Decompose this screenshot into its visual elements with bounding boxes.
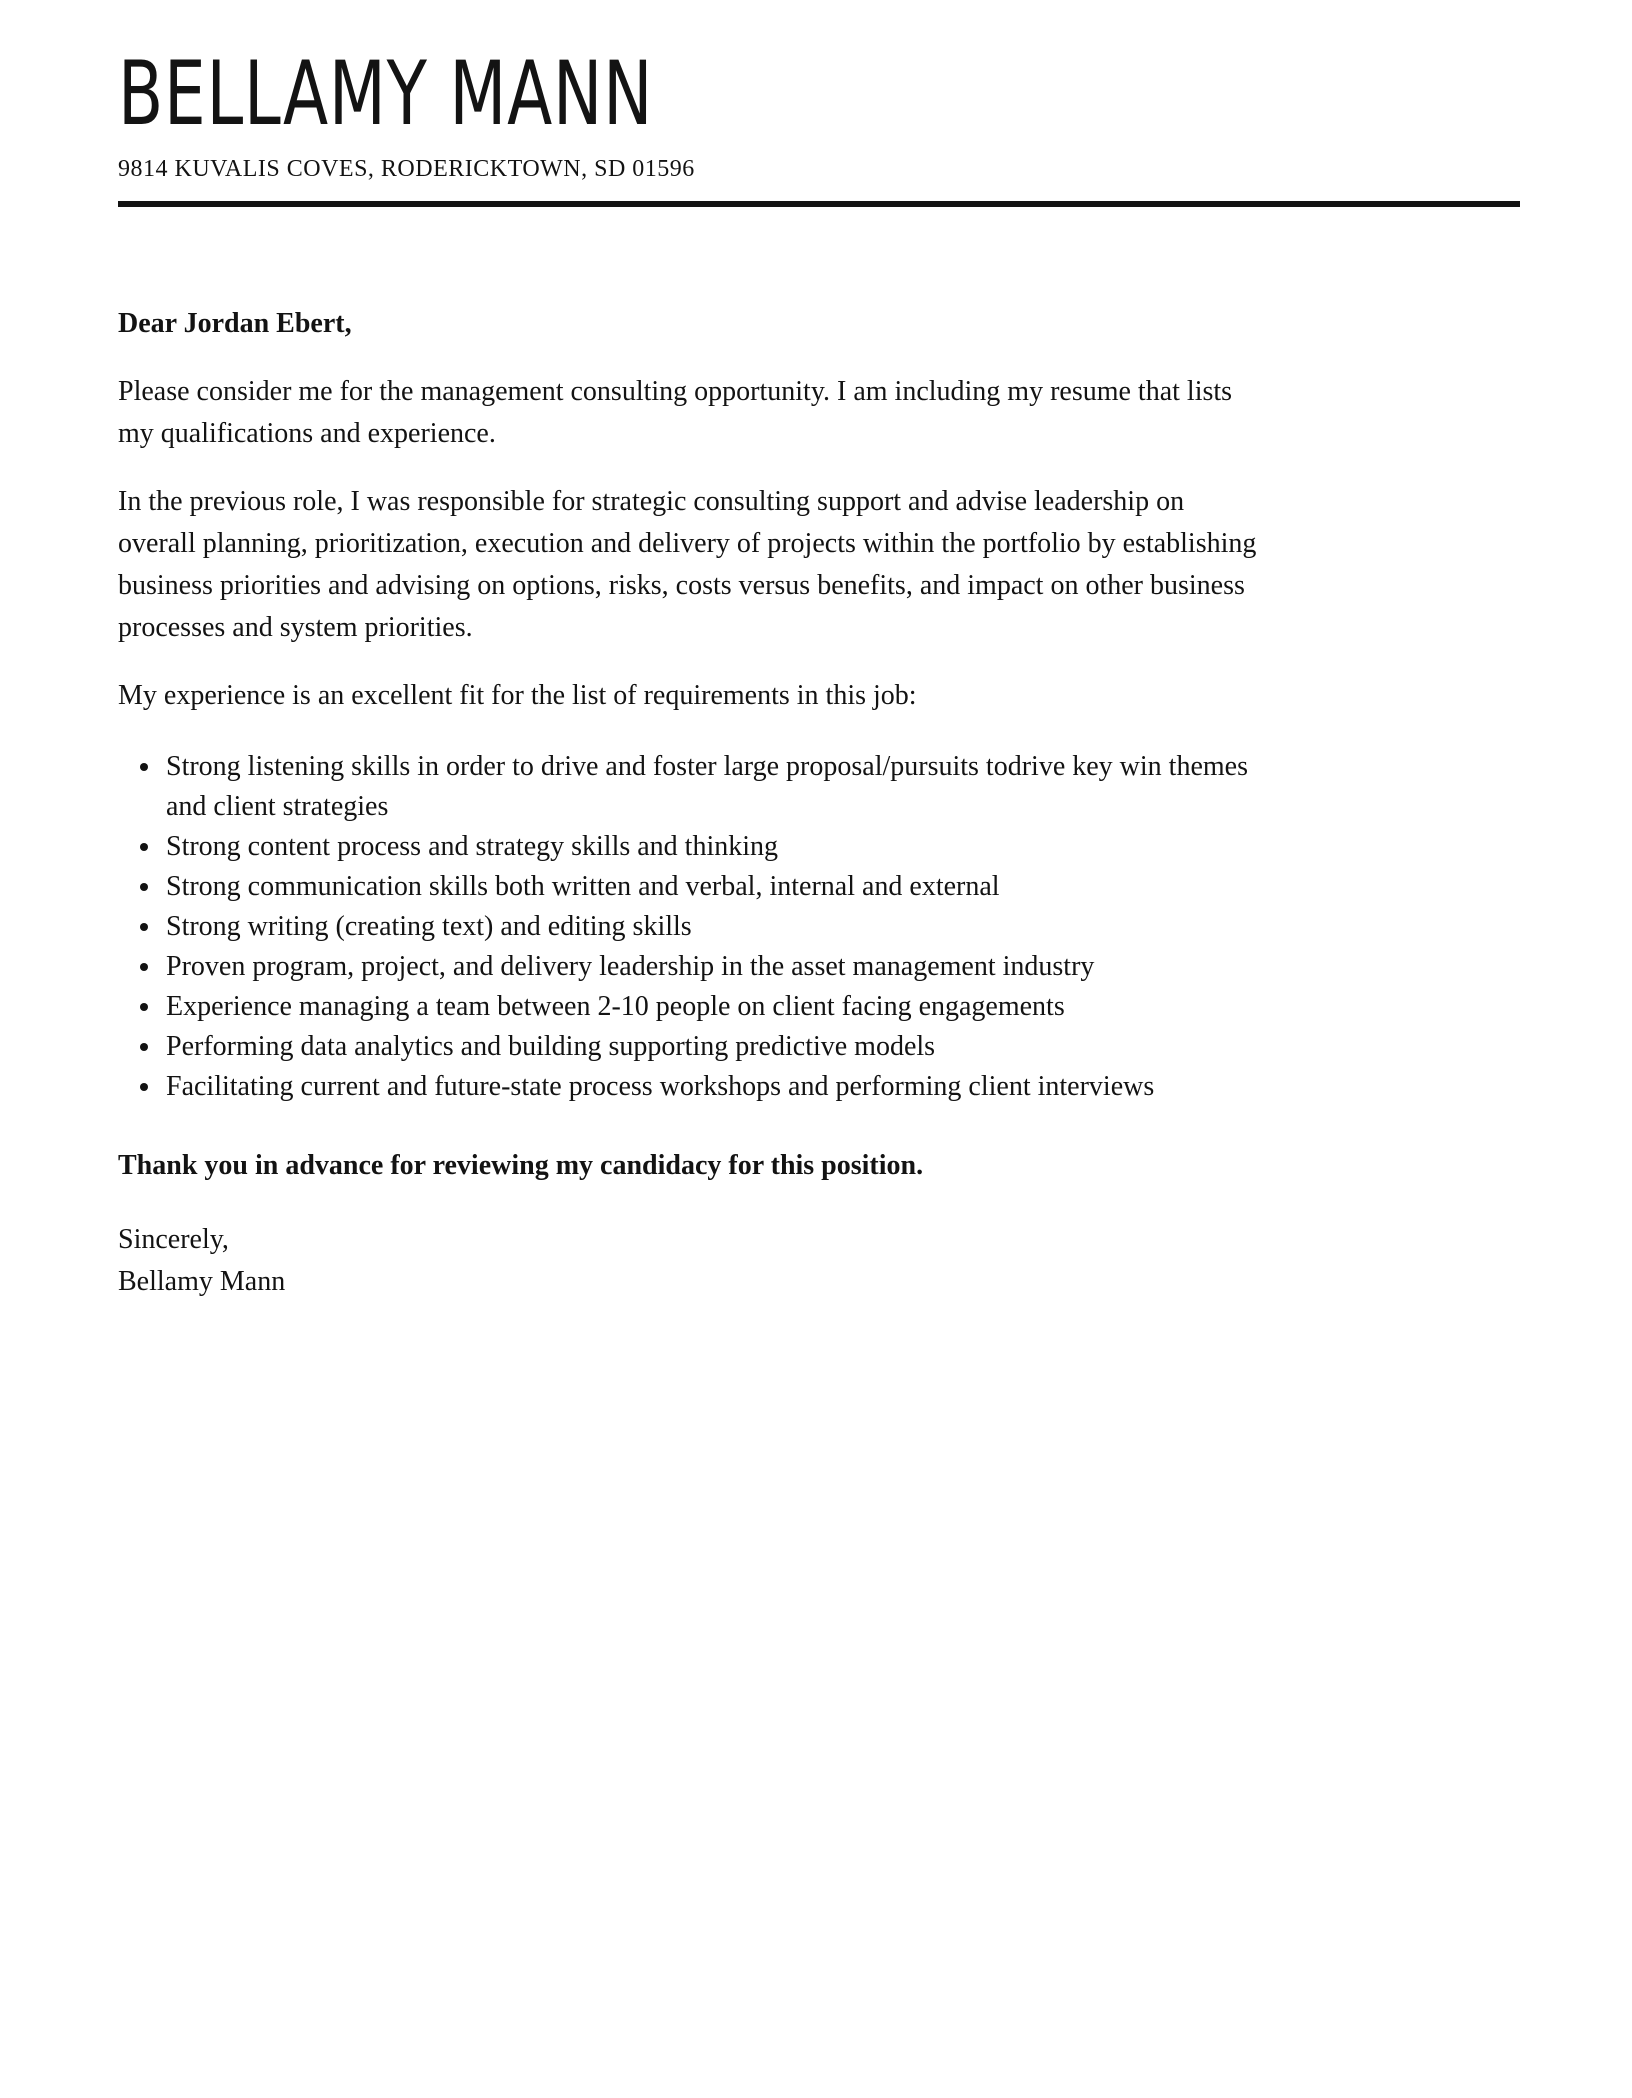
bullet-icon: [140, 843, 148, 851]
requirement-text: Strong communication skills both written and verbal, internal and external: [166, 871, 1000, 903]
intro-paragraph: [118, 371, 1520, 455]
bullet-icon: [140, 1083, 148, 1091]
list-item: [166, 987, 1520, 1027]
list-item: [166, 867, 1520, 907]
requirement-text: Strong content process and strategy skills and thinking: [166, 831, 779, 863]
paragraph-line: Please consider me for the management consulting opportunity. I am including my resume that lists: [118, 376, 1233, 408]
previous-role-paragraph: [118, 481, 1520, 649]
paragraph-line: my qualifications and experience.: [118, 418, 496, 450]
signoff: Sincerely,: [118, 1224, 229, 1256]
list-item: [166, 1067, 1520, 1107]
sender-name: BELLAMY MANN: [118, 42, 654, 145]
sender-address: 9814 KUVALIS COVES, RODERICKTOWN, SD 01596: [118, 156, 695, 183]
bullet-icon: [140, 763, 148, 771]
bullet-icon: [140, 883, 148, 891]
bullet-icon: [140, 1043, 148, 1051]
list-item: [166, 827, 1520, 867]
signoff-block: [118, 1219, 1520, 1303]
header-divider: [118, 201, 1520, 207]
requirement-text: Strong listening skills in order to drive and foster large proposal/pursuits todrive key win themes: [166, 751, 1248, 783]
letter-body: [118, 303, 1520, 1303]
fit-statement: My experience is an excellent fit for the list of requirements in this job:: [118, 680, 917, 712]
paragraph-line: processes and system priorities.: [118, 612, 473, 644]
requirement-text: Performing data analytics and building supporting predictive models: [166, 1031, 936, 1063]
list-item: [166, 747, 1520, 827]
bullet-icon: [140, 923, 148, 931]
requirement-text: Facilitating current and future-state process workshops and performing client interviews: [166, 1071, 1155, 1103]
requirement-text: and client strategies: [166, 791, 389, 823]
bullet-icon: [140, 963, 148, 971]
signature-name: Bellamy Mann: [118, 1266, 286, 1298]
letter-header: [118, 42, 1520, 207]
list-item: [166, 947, 1520, 987]
paragraph-line: business priorities and advising on options, risks, costs versus benefits, and impact on other business: [118, 570, 1245, 602]
requirement-text: Experience managing a team between 2-10 people on client facing engagements: [166, 991, 1065, 1023]
requirements-list: [118, 747, 1520, 1107]
paragraph-line: In the previous role, I was responsible for strategic consulting support and advise leadership on: [118, 486, 1185, 518]
bullet-icon: [140, 1003, 148, 1011]
salutation: Dear Jordan Ebert,: [118, 308, 352, 340]
list-item: [166, 907, 1520, 947]
requirement-text: Strong writing (creating text) and editing skills: [166, 911, 692, 943]
closing-statement: Thank you in advance for reviewing my candidacy for this position.: [118, 1150, 924, 1182]
requirement-text: Proven program, project, and delivery leadership in the asset management industry: [166, 951, 1095, 983]
list-item: [166, 1027, 1520, 1067]
paragraph-line: overall planning, prioritization, execution and delivery of projects within the portfolio by establishing: [118, 528, 1257, 560]
